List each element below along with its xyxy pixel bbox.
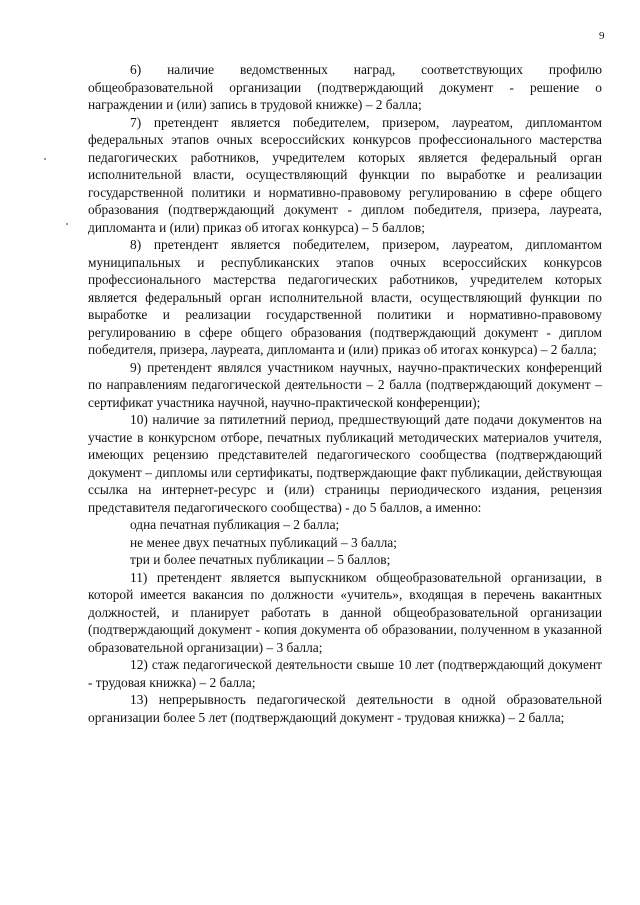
scan-mark xyxy=(44,158,46,160)
paragraph-item-11: 11) претендент является выпускником общеобразовательной организации, в которой имеется вакансия по должности «учитель», входящая в перечень вакантных должностей, и планирует работать в данной общеобразовательной организации (подтверждающий документ - копия документа об образовании, полученном в указанной образовательной организации) – 3 балла; xyxy=(88,569,602,655)
paragraph-item-9: 9) претендент являлся участником научных, научно-практических конференций по направлениям педагогической деятельности – 2 балла (подтверждающий документ – сертификат участника научной, научно-практической конференции); xyxy=(88,359,602,410)
paragraph-item-13: 13) непрерывность педагогической деятельности в одной образовательной организации более 5 лет (подтверждающий документ - трудовая книжка) – 2 балла; xyxy=(88,692,602,725)
paragraph-item-8: 8) претендент является победителем, призером, лауреатом, дипломантом муниципальных и республиканских этапов очных всероссийских конкурсов профессионального мастерства педагогических работников, учредителем которых является федеральный орган исполнительной власти, осуществляющий функции по выработке и реализации государственной политики и нормативно-правовому регулированию в сфере общего образования (подтверждающий документ - диплом победителя, призера, лауреата, дипломанта и (или) приказ об итогах конкурса) – 2 балла; xyxy=(88,237,602,357)
document-body xyxy=(88,61,602,726)
sublist-item: три и более печатных публикации – 5 баллов; xyxy=(130,552,391,567)
sublist-item: не менее двух печатных публикаций – 3 балла; xyxy=(130,534,397,550)
scan-mark xyxy=(66,223,68,225)
page-number: 9 xyxy=(599,30,605,42)
sublist-item: одна печатная публикация – 2 балла; xyxy=(130,517,340,532)
paragraph-item-10: 10) наличие за пятилетний период, предшествующий дате подачи документов на участие в конкурсном отборе, печатных публикаций методических материалов учителя, имеющих рецензию представителей педагогического сообщества (подтверждающий документ – дипломы или сертификаты, подтверждающие факт публикации, действующая ссылка на интернет-ресурс и (или) страницы периодического издания, рецензия представителя педагогического сообщества) - до 5 баллов, а именно: xyxy=(88,412,602,515)
paragraph-item-6: 6) наличие ведомственных наград, соответствующих профилю общеобразовательной организации (подтверждающий документ - решение о награждении и (или) запись в трудовой книжке) – 2 балла; xyxy=(88,62,602,112)
paragraph-item-7: 7) претендент является победителем, призером, лауреатом, дипломантом федеральных этапов очных всероссийских конкурсов профессионального мастерства педагогических работников, учредителем которых является федеральный орган исполнительной власти, осуществляющий функции по выработке и реализации государственной политики и нормативно-правовому регулированию в сфере общего образования (подтверждающий документ - диплом победителя, призера, лауреата, дипломанта и (или) приказ об итогах конкурса) – 5 баллов; xyxy=(88,114,602,235)
paragraph-item-12: 12) стаж педагогической деятельности свыше 10 лет (подтверждающий документ - трудовая книжка) – 2 балла; xyxy=(88,657,602,690)
